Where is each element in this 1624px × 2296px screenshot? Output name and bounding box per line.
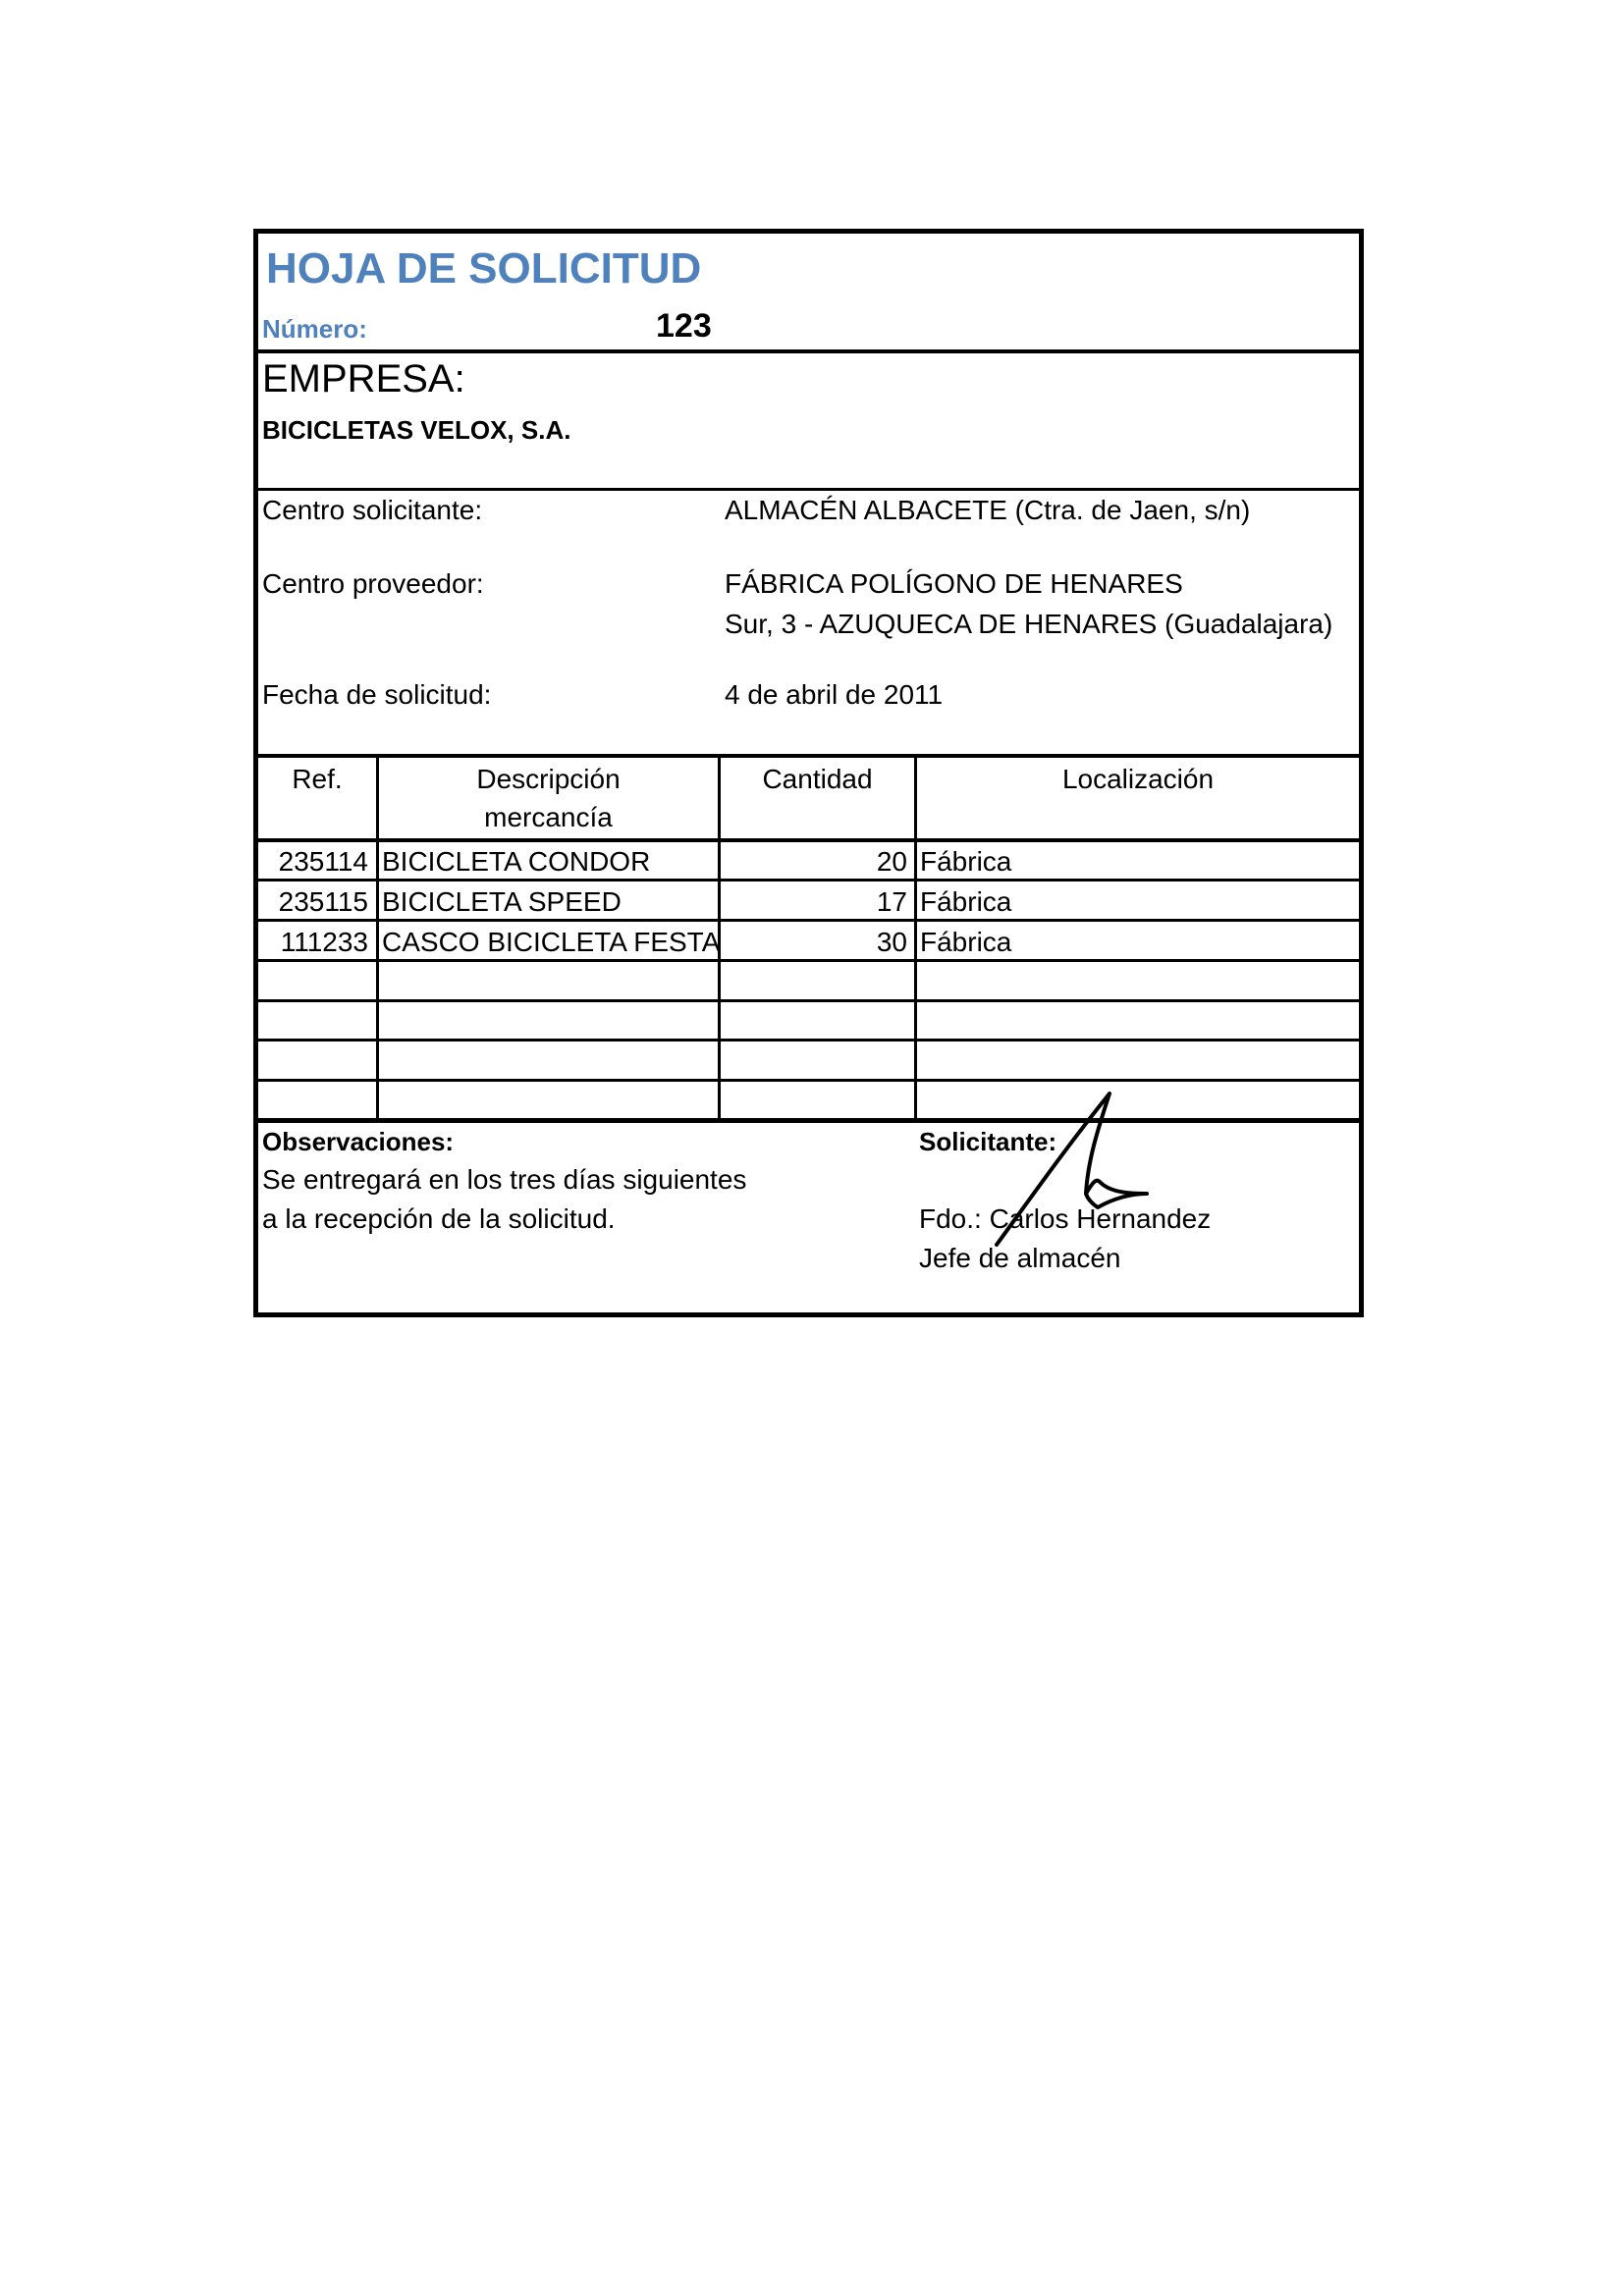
row-divider (258, 1079, 1359, 1082)
cell-quantity: 20 (876, 846, 907, 877)
row-divider (258, 879, 1359, 881)
column-header-description-line2: mercancía (484, 802, 613, 832)
cell-description: BICICLETA CONDOR (382, 846, 651, 877)
row-divider (258, 1039, 1359, 1041)
row-divider (258, 919, 1359, 922)
handwritten-signature (972, 1080, 1188, 1256)
column-header-location: Localización (1061, 764, 1215, 794)
cell-ref: 235114 (278, 846, 368, 877)
cell-ref: 235115 (278, 886, 368, 917)
divider (258, 488, 1359, 491)
row-divider (258, 959, 1359, 962)
cell-description: BICICLETA SPEED (382, 886, 622, 917)
request-number: 123 (656, 307, 712, 345)
divider (258, 754, 1359, 758)
divider (258, 1118, 1359, 1123)
cell-quantity: 30 (876, 927, 907, 957)
row-divider (258, 999, 1359, 1002)
cell-location: Fábrica (920, 927, 1012, 957)
supplier-center-label: Centro proveedor: (262, 568, 484, 599)
requesting-center-label: Centro solicitante: (262, 495, 483, 525)
cell-ref: 111233 (280, 927, 368, 957)
observations-line1: Se entregará en los tres días siguientes (262, 1164, 747, 1195)
number-label: Número: (262, 314, 367, 344)
cell-quantity: 17 (876, 886, 907, 917)
date-label: Fecha de solicitud: (262, 679, 492, 710)
supplier-center-line1: FÁBRICA POLÍGONO DE HENARES (725, 568, 1183, 599)
column-header-description: Descripción (476, 764, 621, 794)
company-name: BICICLETAS VELOX, S.A. (262, 415, 571, 445)
cell-description: CASCO BICICLETA FESTA (382, 927, 721, 957)
date-value: 4 de abril de 2011 (725, 679, 944, 710)
signed-by: Fdo.: Carlos Hernandez (919, 1203, 1212, 1234)
company-label: EMPRESA: (262, 357, 465, 400)
supplier-center-line2: Sur, 3 - AZUQUECA DE HENARES (Guadalajara) (725, 609, 1333, 639)
column-header-ref: Ref. (292, 764, 343, 794)
column-header-quantity: Cantidad (762, 764, 873, 794)
observations-line2: a la recepción de la solicitud. (262, 1203, 616, 1234)
applicant-position: Jefe de almacén (919, 1243, 1121, 1273)
requesting-center-value: ALMACÉN ALBACETE (Ctra. de Jaen, s/n) (725, 495, 1251, 525)
cell-location: Fábrica (920, 886, 1012, 917)
request-form (253, 229, 1364, 1317)
applicant-label: Solicitante: (919, 1127, 1057, 1156)
observations-label: Observaciones: (262, 1127, 455, 1156)
cell-location: Fábrica (920, 846, 1012, 877)
column-divider (914, 756, 917, 1121)
form-title: HOJA DE SOLICITUD (266, 244, 702, 293)
row-divider (258, 838, 1359, 842)
divider (258, 349, 1359, 353)
